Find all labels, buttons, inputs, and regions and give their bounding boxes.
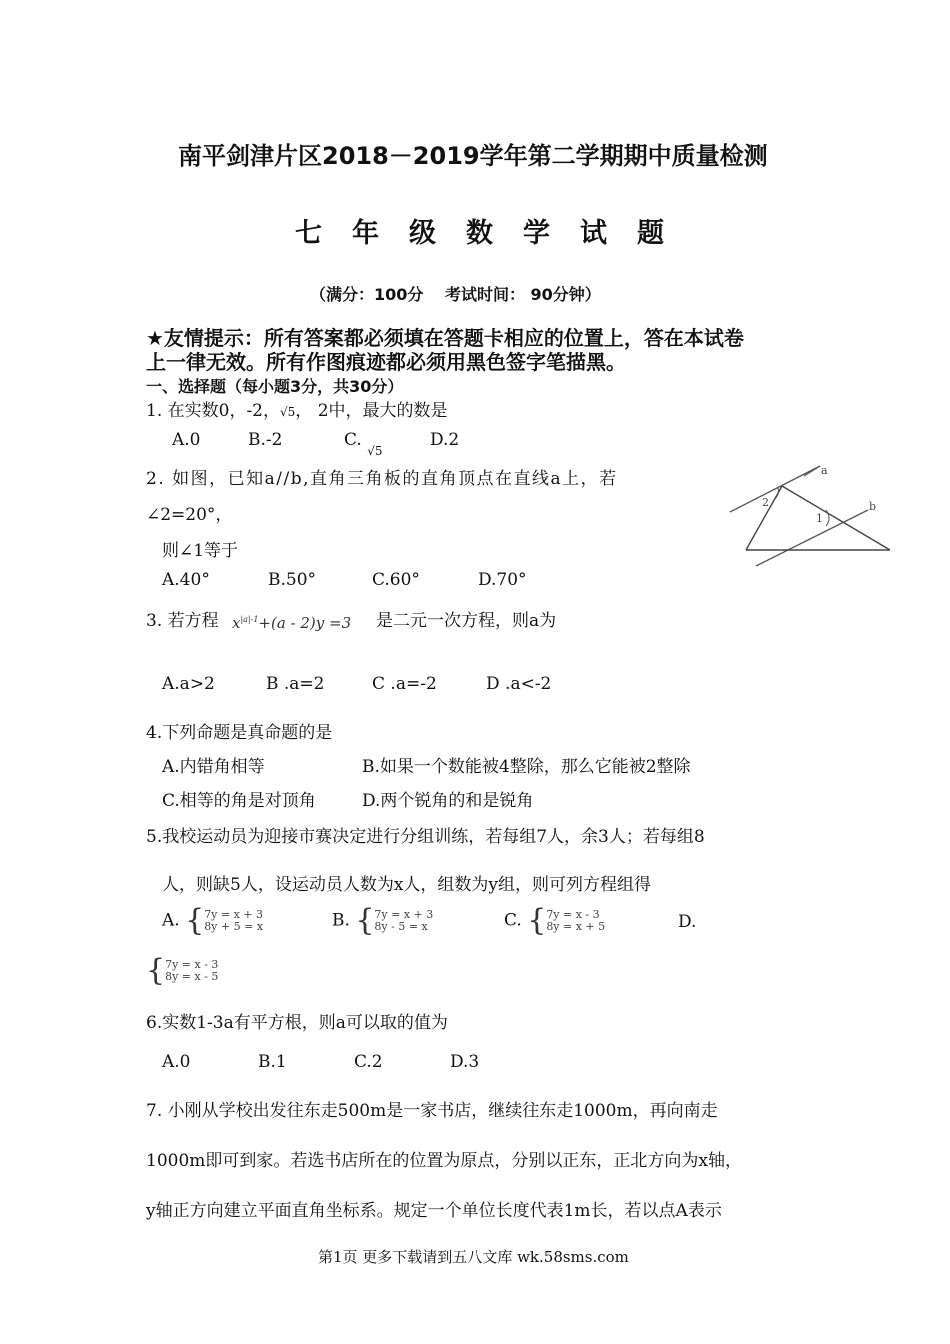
exam-subtitle: 七年级数学试题 [295,218,694,249]
system-row: 8y + 5 = x [204,920,264,933]
q4-option-c: C.相等的角是对顶角 [162,791,316,811]
q1-option-c [344,430,383,458]
system-row: 7y = x - 3 [165,958,219,971]
q2-option-d: D.70° [478,570,527,590]
q6-option-d: D.3 [450,1052,480,1072]
q4-option-a: A.内错角相等 [162,757,265,777]
figure-label-b: b [869,500,877,513]
brace-icon: { [146,953,166,988]
q3-option-a: A.a>2 [162,674,215,694]
q6-option-a: A.0 [162,1052,191,1072]
line-a-extension [804,466,820,476]
page-footer: 第1页 更多下载请到五八文库 wk.58sms.com [318,1248,629,1266]
q3-option-d: D .a<-2 [486,674,552,694]
notice-line-1: ★友情提示：所有答案都必须填在答题卡相应的位置上，答在本试卷 [146,326,744,350]
sqrt-symbol: √5 [367,444,383,458]
system-row: 7y = x + 3 [204,908,264,921]
q5-option-c [504,903,606,938]
question-6-stem: 6.实数1-3a有平方根，则a可以取的值为 [146,1013,448,1033]
question-3-stem: 3. 若方程 [146,611,219,631]
q5-option-b [332,903,434,938]
sqrt-radicand: 5 [374,444,383,458]
q1-option-b: B.-2 [248,430,283,450]
line-a [730,466,820,512]
question-5-stem-line-2: 人，则缺5人，设运动员人数为x人，组数为y组，则可列方程组得 [162,875,652,895]
brace-icon: { [527,903,547,938]
exam-title: 南平剑津片区2018－2019学年第二学期期中质量检测 [178,142,768,170]
q2-option-c: C.60° [372,570,420,590]
system-row: 8y - 5 = x [374,920,428,933]
q5-option-a-label: A. [162,910,180,931]
question-7-line-2: 1000m即可到家。若选书店所在的位置为原点，分别以正东，正北方向为x轴， [146,1151,742,1171]
system-row: 8y = x - 5 [165,970,219,983]
q6-option-c: C.2 [354,1052,383,1072]
system-row: 7y = x - 3 [546,908,600,921]
q3-option-c: C .a=-2 [372,674,437,694]
q2-option-b: B.50° [268,570,317,590]
equation-system [185,903,264,938]
q5-option-d-label: D. [678,912,697,932]
question-4-stem: 4.下列命题是真命题的是 [146,723,333,743]
line-b [756,510,868,566]
q1-option-a: A.0 [172,430,201,450]
question-3-stem-b: 是二元一次方程，则a为 [376,611,557,631]
question-1-stem [146,396,448,421]
q5-option-d [146,953,219,988]
question-2-stem-line-1: 2. 如图，已知a//b,直角三角板的直角顶点在直线a上，若 [146,469,618,489]
q6-option-b: B.1 [258,1052,287,1072]
system-row: 7y = x + 3 [374,908,434,921]
q5-option-c-label: C. [504,910,522,931]
q3-equation [232,614,351,632]
question-2-stem-line-2: ∠2=20°， [146,505,233,525]
equation-system [146,953,219,988]
notice-line-2: 上一律无效。所有作图痕迹都必须用黑色签字笔描黑。 [146,350,626,374]
exam-info: （满分：100分 考试时间： 90分钟） [310,285,601,304]
question-2-stem-line-3: 则∠1等于 [162,541,239,561]
q3-eq-rest: +(a - 2)y =3 [258,614,352,632]
brace-icon: { [185,903,205,938]
triangle-parallel-lines-figure [726,458,902,570]
triangle-leg-right [782,486,890,550]
q4-option-b: B.如果一个数能被4整除，那么它能被2整除 [362,757,691,777]
question-5-stem-line-1: 5.我校运动员为迎接市赛决定进行分组训练，若每组7人，余3人；若每组8 [146,827,705,847]
sqrt-symbol: √5 [280,405,296,419]
q3-eq-x: x [232,614,241,632]
figure-label-2: 2 [762,496,769,509]
sqrt-radicand: 5 [287,405,296,419]
q3-option-b: B .a=2 [266,674,325,694]
brace-icon: { [355,903,375,938]
question-7-line-1: 7. 小刚从学校出发往东走500m是一家书店，继续往东走1000m，再向南走 [146,1101,718,1121]
q1-option-d: D.2 [430,430,460,450]
q5-option-a [162,903,264,938]
q1-option-c-prefix: C. [344,430,362,450]
figure-label-1: 1 [816,512,823,525]
question-1-stem-b: ， 2中，最大的数是 [295,401,448,421]
question-7-line-3: y轴正方向建立平面直角坐标系。规定一个单位长度代表1m长，若以点A表示 [146,1201,722,1221]
system-row: 8y = x + 5 [546,920,606,933]
q3-eq-exponent: |a|-1 [240,615,259,624]
figure-label-a: a [821,464,828,477]
q5-option-b-label: B. [332,910,350,931]
section-heading: 一、选择题（每小题3分，共30分） [146,377,404,396]
equation-system [355,903,434,938]
question-1-stem-a: 1. 在实数0，-2， [146,401,280,421]
q4-option-d: D.两个锐角的和是锐角 [362,791,534,811]
q2-option-a: A.40° [162,570,210,590]
equation-system [527,903,606,938]
